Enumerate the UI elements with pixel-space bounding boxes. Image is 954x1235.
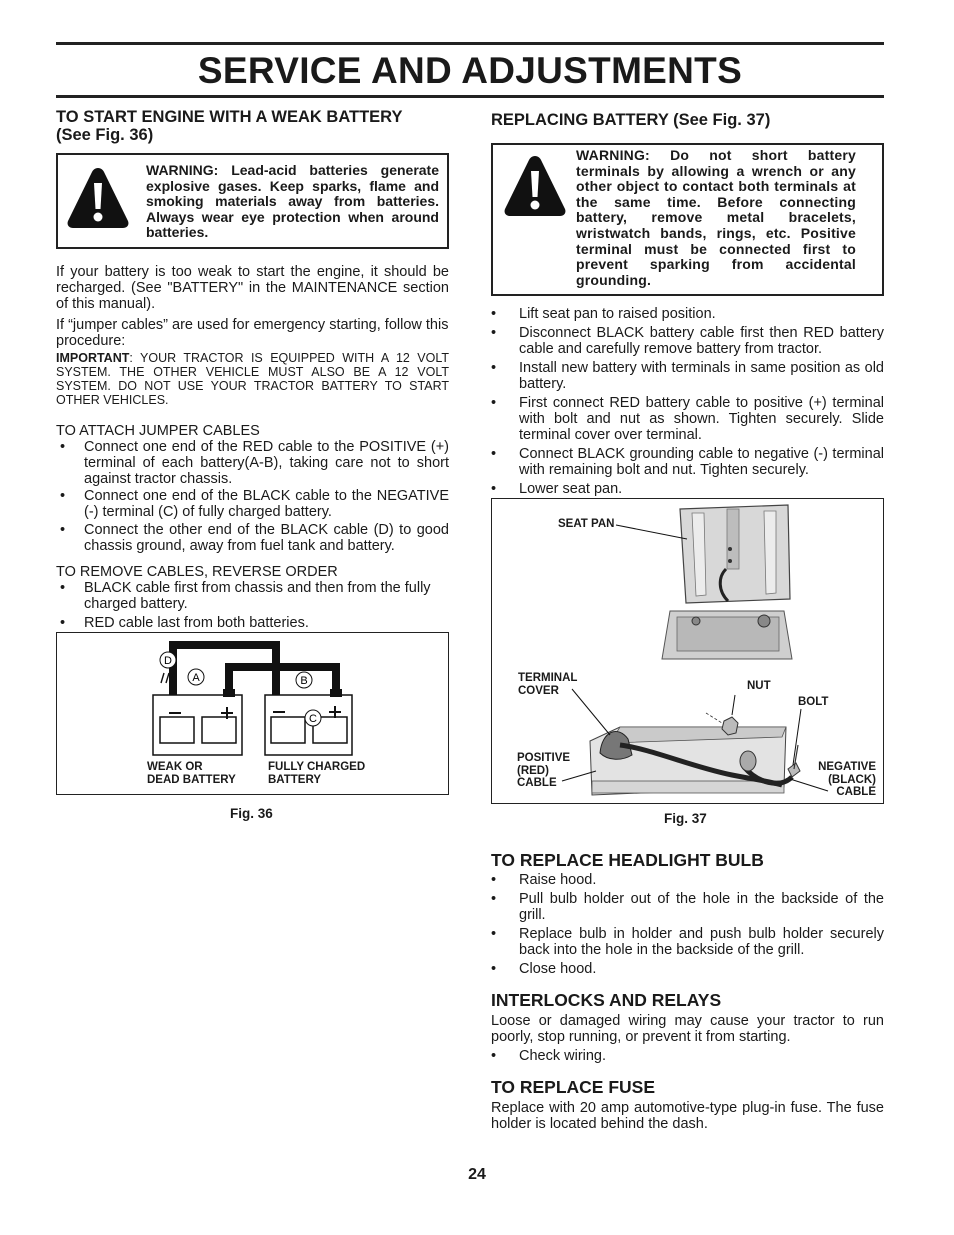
warning-icon <box>503 153 567 219</box>
list-item: • BLACK cable first from chassis and then from the fully charged battery. <box>56 580 449 612</box>
label-d: D <box>164 655 172 667</box>
right-lower-column <box>491 850 884 1132</box>
interlocks-text: Loose or damaged wiring may cause your tractor to run poorly, stop running, or prevent it from starting. <box>491 1013 884 1045</box>
list-item: • Close hood. <box>491 961 884 977</box>
remove-heading: TO REMOVE CABLES, REVERSE ORDER <box>56 564 338 580</box>
list-item: • Lift seat pan to raised position. <box>491 306 884 322</box>
bolt-label: BOLT <box>798 696 829 708</box>
left-column <box>56 108 449 631</box>
jumper-diagram <box>57 633 448 794</box>
weak-battery-label: WEAK OR DEAD BATTERY <box>147 761 236 786</box>
weak-battery-warning-text: WARNING: Lead-acid batteries generate explosive gases. Keep sparks, flame and smoking materials away from batteries. Always wear eye protection when around batteries. <box>146 162 439 241</box>
recharge-paragraph: If your battery is too weak to start the engine, it should be recharged. (See "BATTERY" in the MAINTENANCE section of this manual). <box>56 264 449 312</box>
fig36-frame <box>56 632 449 795</box>
fig37-caption: Fig. 37 <box>664 811 707 826</box>
fuse-text: Replace with 20 amp automotive-type plug-in fuse. The fuse holder is located behind the dash. <box>491 1100 884 1132</box>
attach-heading: TO ATTACH JUMPER CABLES <box>56 423 260 439</box>
fig36-caption: Fig. 36 <box>230 806 273 821</box>
fig37-frame <box>491 498 884 804</box>
label-b: B <box>300 675 308 687</box>
label-a: A <box>192 672 200 684</box>
list-item: • Raise hood. <box>491 872 884 888</box>
terminal-cover-label: TERMINAL COVER <box>518 672 578 697</box>
warning-icon <box>66 165 130 231</box>
list-item: • Disconnect BLACK battery cable first then RED battery cable and carefully remove battery from tractor. <box>491 325 884 357</box>
nut-label: NUT <box>747 680 771 692</box>
weak-battery-warning-box <box>56 153 449 249</box>
title-rule <box>56 95 884 98</box>
positive-cable-label: POSITIVE (RED) CABLE <box>517 752 571 789</box>
list-item: • Install new battery with terminals in same position as old battery. <box>491 360 884 392</box>
interlocks-heading: INTERLOCKS AND RELAYS <box>491 990 722 1010</box>
jumper-paragraph: If “jumper cables” are used for emergency starting, follow this procedure: <box>56 317 449 349</box>
remove-list <box>56 580 449 631</box>
page-title: SERVICE AND ADJUSTMENTS <box>197 50 743 91</box>
right-column <box>491 111 884 497</box>
interlocks-list <box>491 1048 884 1064</box>
headlight-list <box>491 872 884 977</box>
list-item: • Connect one end of the BLACK cable to the NEGATIVE (-) terminal (C) of fully charged battery. <box>56 488 449 520</box>
list-item: • Lower seat pan. <box>491 481 884 497</box>
list-item: • Pull bulb holder out of the hole in the backside of the grill. <box>491 891 884 923</box>
seat-pan-label: SEAT PAN <box>558 518 615 530</box>
list-item: • Connect the other end of the BLACK cable (D) to good chassis ground, away from fuel tank and battery. <box>56 522 449 554</box>
list-item: • First connect RED battery cable to positive (+) terminal with bolt and nut as shown. Tighten securely. Slide terminal cover over terminal. <box>491 395 884 443</box>
top-rule <box>56 42 884 45</box>
page-number: 24 <box>468 1166 486 1183</box>
important-note: IMPORTANT: YOUR TRACTOR IS EQUIPPED WITH A 12 VOLT SYSTEM. THE OTHER VEHICLE MUST ALSO BE A 12 VOLT SYSTEM. DO NOT USE YOUR TRACTOR BATTERY TO START OTHER VEHICLES. <box>56 351 449 407</box>
full-battery-label: FULLY CHARGED BATTERY <box>268 761 366 786</box>
list-item: • Connect BLACK grounding cable to negative (-) terminal with remaining bolt and nut. Tighten securely. <box>491 446 884 478</box>
attach-list <box>56 439 449 554</box>
list-item: • Replace bulb in holder and push bulb holder securely back into the hole in the backside of the grill. <box>491 926 884 958</box>
replacing-battery-heading: REPLACING BATTERY (See Fig. 37) <box>491 111 771 129</box>
headlight-heading: TO REPLACE HEADLIGHT BULB <box>491 850 764 870</box>
list-item: • Connect one end of the RED cable to the POSITIVE (+) terminal of each battery(A-B), taking care not to short against tractor chassis. <box>56 439 449 487</box>
list-item: • RED cable last from both batteries. <box>56 615 449 631</box>
fuse-heading: TO REPLACE FUSE <box>491 1077 656 1097</box>
label-c: C <box>309 713 317 725</box>
weak-battery-heading: TO START ENGINE WITH A WEAK BATTERY (See Fig. 36) <box>56 108 403 144</box>
replacing-battery-list <box>491 306 884 497</box>
negative-cable-label: NEGATIVE (BLACK) CABLE <box>818 761 876 798</box>
replacing-battery-warning-box <box>491 143 884 296</box>
list-item: • Check wiring. <box>491 1048 884 1064</box>
replacing-battery-warning-text: WARNING: Do not short battery terminals by allowing a wrench or any other object to contact both terminals at the same time. Before connecting battery, remove metal bracelets, wristwatch bands, rings, etc. Positive terminal must be connected first to prevent sparking from accidental grounding. <box>576 147 856 288</box>
